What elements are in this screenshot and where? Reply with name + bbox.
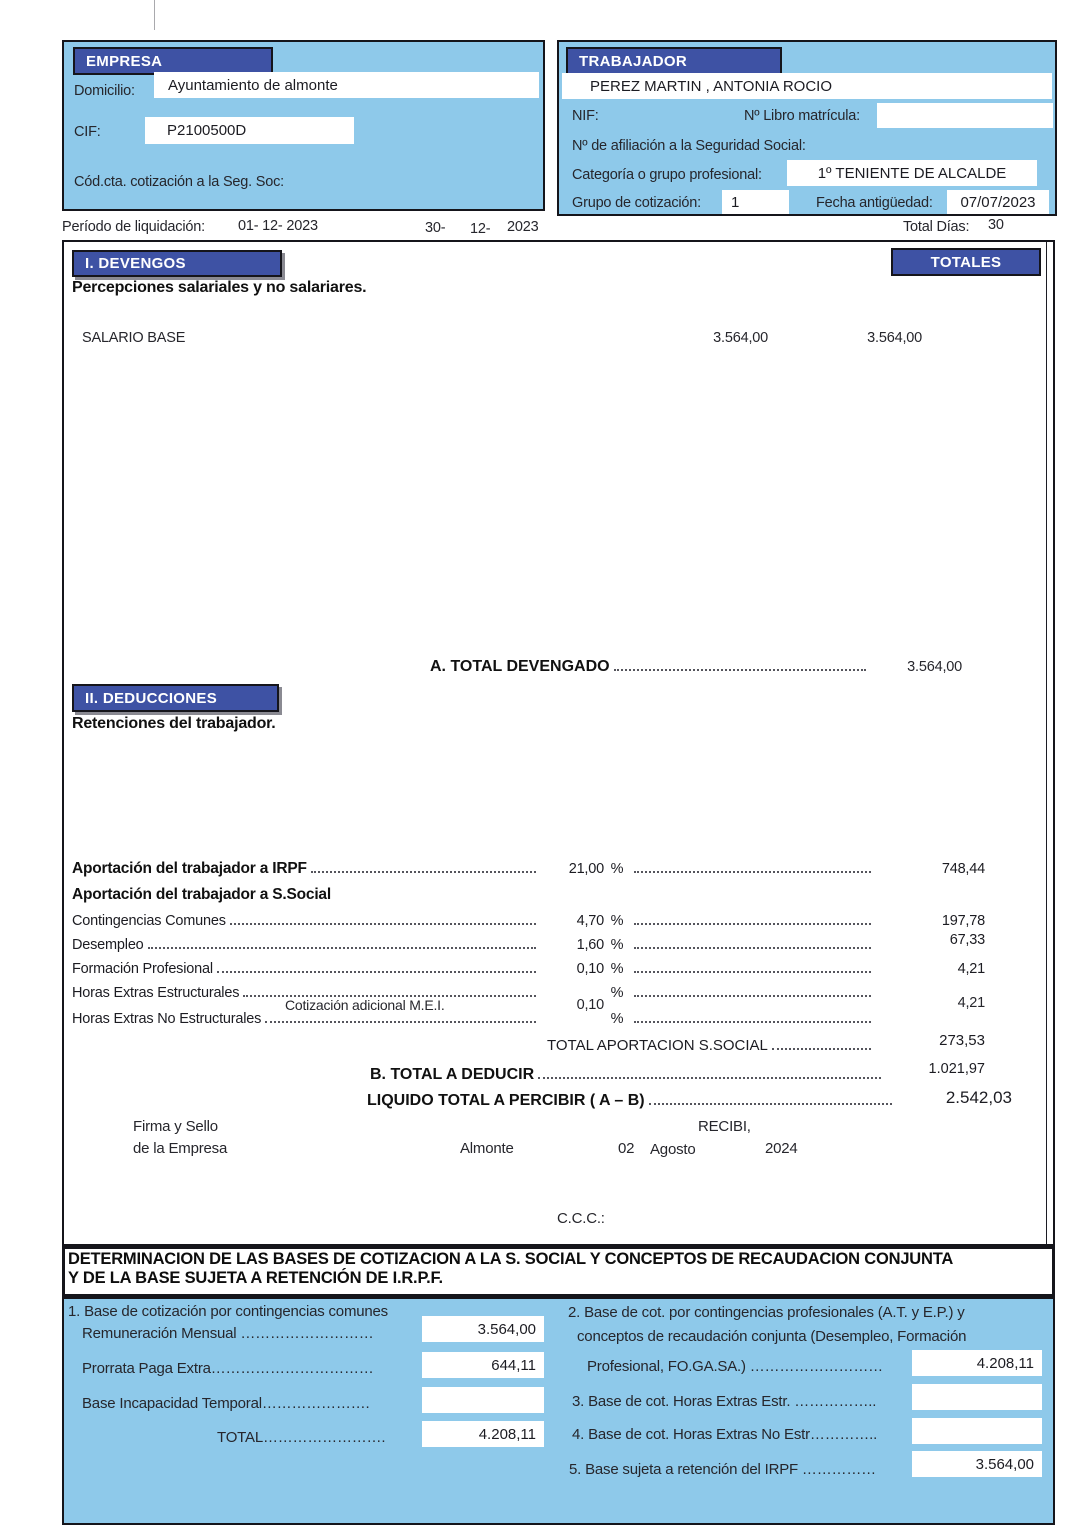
deduction-amount: 67,33 bbox=[949, 932, 985, 949]
page-crease-mark bbox=[154, 0, 155, 30]
dia-value: 02 bbox=[618, 1140, 635, 1157]
percent-sign: % bbox=[610, 985, 624, 1002]
determinacion-line2: Y DE LA BASE SUJETA A RETENCIÓN DE I.R.P.F. bbox=[68, 1269, 443, 1287]
periodo-fin-mes: 12- bbox=[470, 221, 491, 237]
mei-amount: 4,21 bbox=[957, 995, 985, 1011]
dotted-leader bbox=[148, 937, 536, 949]
deduction-rate: 4,70 bbox=[576, 913, 604, 930]
horas-estr-field bbox=[912, 1384, 1042, 1410]
deduction-rate: 0,10 bbox=[576, 961, 604, 978]
deduction-rate: 1,60 bbox=[576, 937, 604, 954]
deduction-label: Desempleo bbox=[72, 937, 144, 954]
mei-label: Cotización adicional M.E.I. bbox=[285, 997, 445, 1013]
recibi-label: RECIBI, bbox=[698, 1118, 751, 1135]
devengos-header-label: I. DEVENGOS bbox=[85, 255, 186, 272]
total-dias-value: 30 bbox=[988, 217, 1004, 233]
dotted-leader bbox=[614, 659, 866, 671]
remuneracion-field bbox=[422, 1316, 544, 1342]
total-devengado-value: 3.564,00 bbox=[907, 659, 962, 675]
libro-matricula-field bbox=[877, 103, 1053, 128]
devengos-subtitle: Percepciones salariales y no salariares. bbox=[72, 279, 367, 296]
cif-field bbox=[145, 117, 354, 144]
liquido-row bbox=[367, 1090, 1012, 1110]
salario-base-label: SALARIO BASE bbox=[82, 330, 186, 346]
total-devengado-row bbox=[430, 658, 962, 676]
dotted-leader bbox=[538, 1067, 881, 1079]
base-irpf-label: 5. Base sujeta a retención del IRPF …………… bbox=[569, 1461, 876, 1478]
total-ss-value: 273,53 bbox=[939, 1032, 985, 1049]
profesional-field bbox=[912, 1350, 1042, 1376]
categoria-value: 1º TENIENTE DE ALCALDE bbox=[817, 164, 1007, 182]
dotted-leader bbox=[265, 1011, 536, 1023]
total-ss-label: TOTAL APORTACION S.SOCIAL bbox=[547, 1037, 768, 1054]
dotted-leader bbox=[772, 1038, 871, 1051]
bases-panel bbox=[62, 1297, 1055, 1525]
dotted-leader bbox=[311, 861, 536, 873]
deducciones-header bbox=[72, 684, 279, 712]
horas-estr-label: 3. Base de cot. Horas Extras Estr. …………….. bbox=[572, 1393, 877, 1410]
deduction-label: Formación Profesional bbox=[72, 961, 213, 978]
antiguedad-field bbox=[947, 190, 1049, 214]
base-cp-title-line1: 2. Base de cot. por contingencias profesionales (A.T. y E.P.) y bbox=[568, 1304, 965, 1321]
cuenta-cotizacion-label: Cód.cta. cotización a la Seg. Soc: bbox=[74, 174, 285, 190]
percent-sign: % bbox=[610, 961, 624, 978]
deduction-row bbox=[72, 913, 985, 929]
libro-matricula-label: Nº Libro matrícula: bbox=[744, 108, 860, 124]
prorrata-field bbox=[422, 1352, 544, 1378]
dotted-leader bbox=[634, 913, 871, 925]
liquido-label: LIQUIDO TOTAL A PERCIBIR ( A – B) bbox=[367, 1092, 645, 1109]
ano-value: 2024 bbox=[765, 1140, 798, 1157]
domicilio-value: Ayuntamiento de almonte bbox=[168, 76, 338, 94]
grupo-cotizacion-field bbox=[722, 190, 789, 214]
base-cp-title-line2: conceptos de recaudación conjunta (Desempleo, Formación bbox=[577, 1328, 967, 1345]
incapacidad-field bbox=[422, 1387, 544, 1413]
trabajador-panel bbox=[557, 40, 1057, 216]
irpf-row bbox=[72, 860, 985, 878]
horas-no-estr-field bbox=[912, 1418, 1042, 1444]
antiguedad-label: Fecha antigüedad: bbox=[816, 195, 933, 211]
empresa-header bbox=[73, 47, 273, 75]
deduction-row bbox=[72, 961, 985, 977]
empresa-panel bbox=[62, 40, 545, 211]
deduction-label: Horas Extras No Estructurales bbox=[72, 1011, 262, 1028]
irpf-label: Aportación del trabajador a IRPF bbox=[72, 860, 307, 877]
nombre-field bbox=[562, 73, 1052, 99]
prorrata-label: Prorrata Paga Extra…………………………… bbox=[82, 1360, 374, 1377]
categoria-field bbox=[787, 160, 1037, 186]
firma-line2: de la Empresa bbox=[133, 1140, 228, 1157]
nombre-value: PEREZ MARTIN , ANTONIA ROCIO bbox=[590, 77, 832, 95]
dotted-leader bbox=[634, 985, 871, 997]
base-irpf-value: 3.564,00 bbox=[975, 1455, 1034, 1473]
horas-no-estr-label: 4. Base de cot. Horas Extras No Estr………….. bbox=[572, 1426, 878, 1443]
deduction-row bbox=[72, 985, 985, 1001]
deduction-label: Horas Extras Estructurales bbox=[72, 985, 240, 1002]
profesional-label: Profesional, FO.GA.SA.) ……………………… bbox=[587, 1358, 883, 1375]
base-total-label: TOTAL……………………. bbox=[217, 1429, 386, 1446]
irpf-rate: 21,00 bbox=[568, 861, 604, 877]
prorrata-value: 644,11 bbox=[491, 1356, 536, 1374]
trabajador-header-label: TRABAJADOR bbox=[579, 52, 687, 70]
trabajador-header bbox=[566, 47, 782, 75]
total-ss-row bbox=[547, 1032, 985, 1054]
domicilio-field bbox=[154, 72, 539, 98]
devengos-header bbox=[72, 250, 282, 277]
dotted-leader bbox=[634, 961, 871, 973]
total-deducir-label: B. TOTAL A DEDUCIR bbox=[370, 1066, 535, 1083]
incapacidad-label: Base Incapacidad Temporal…………………. bbox=[82, 1395, 370, 1412]
deduction-row bbox=[72, 1011, 985, 1027]
determinacion-line1: DETERMINACION DE LAS BASES DE COTIZACION A LA S. SOCIAL Y CONCEPTOS DE RECAUDACION CONJUNTA bbox=[68, 1250, 954, 1268]
dotted-leader bbox=[634, 1011, 871, 1023]
mei-rate: 0,10 bbox=[576, 997, 604, 1013]
remuneracion-label: Remuneración Mensual ……………………… bbox=[82, 1325, 374, 1342]
totales-column-line bbox=[1046, 242, 1047, 1244]
percent-sign: % bbox=[610, 937, 624, 954]
firma-line1: Firma y Sello bbox=[133, 1118, 218, 1135]
deducciones-subtitle: Retenciones del trabajador. bbox=[72, 715, 276, 732]
base-total-field bbox=[422, 1421, 544, 1447]
deduction-label: Contingencias Comunes bbox=[72, 913, 226, 930]
remuneracion-value: 3.564,00 bbox=[477, 1320, 536, 1338]
periodo-fin-dia: 30- bbox=[425, 220, 446, 236]
dotted-leader bbox=[649, 1093, 892, 1105]
profesional-value: 4.208,11 bbox=[976, 1354, 1034, 1372]
irpf-percent-sign: % bbox=[610, 861, 624, 877]
domicilio-label: Domicilio: bbox=[74, 83, 135, 99]
dotted-leader bbox=[230, 913, 536, 925]
periodo-label: Período de liquidación: bbox=[62, 219, 205, 235]
totales-header bbox=[891, 248, 1041, 276]
dotted-leader bbox=[634, 861, 871, 873]
grupo-cotizacion-value: 1 bbox=[731, 193, 740, 211]
antiguedad-value: 07/07/2023 bbox=[960, 193, 1036, 211]
periodo-fin-ano: 2023 bbox=[507, 219, 539, 235]
dotted-leader bbox=[217, 961, 536, 973]
base-cc-title: 1. Base de cotización por contingencias comunes bbox=[68, 1303, 388, 1320]
deduction-row bbox=[72, 932, 985, 954]
percent-sign: % bbox=[610, 913, 624, 930]
base-total-value: 4.208,11 bbox=[478, 1425, 536, 1443]
total-devengado-label: A. TOTAL DEVENGADO bbox=[430, 658, 610, 675]
totales-header-label: TOTALES bbox=[930, 253, 1002, 271]
total-deducir-row bbox=[370, 1061, 985, 1084]
deduction-amount: 197,78 bbox=[941, 913, 985, 930]
mes-value: Agosto bbox=[650, 1141, 696, 1158]
categoria-label: Categoría o grupo profesional: bbox=[572, 167, 762, 183]
ccc-label: C.C.C.: bbox=[557, 1210, 605, 1227]
afiliacion-label: Nº de afiliación a la Seguridad Social: bbox=[572, 138, 806, 154]
total-dias-label: Total Días: bbox=[903, 219, 970, 235]
empresa-header-label: EMPRESA bbox=[86, 52, 163, 70]
nif-label: NIF: bbox=[572, 108, 599, 124]
percent-sign: % bbox=[610, 1011, 624, 1028]
deducciones-header-label: II. DEDUCCIONES bbox=[85, 689, 218, 707]
total-deducir-value: 1.021,97 bbox=[928, 1061, 985, 1077]
cif-label: CIF: bbox=[74, 124, 101, 140]
deduction-amount: 4,21 bbox=[957, 961, 985, 978]
dotted-leader bbox=[243, 985, 536, 997]
salario-base-importe: 3.564,00 bbox=[713, 330, 768, 346]
liquido-value: 2.542,03 bbox=[945, 1088, 1012, 1107]
ss-section-label: Aportación del trabajador a S.Social bbox=[72, 886, 331, 903]
irpf-amount: 748,44 bbox=[941, 861, 985, 877]
lugar-value: Almonte bbox=[460, 1140, 514, 1157]
salario-base-total: 3.564,00 bbox=[867, 330, 922, 346]
periodo-inicio: 01- 12- 2023 bbox=[238, 218, 318, 234]
cif-value: P2100500D bbox=[167, 122, 247, 139]
dotted-leader bbox=[634, 937, 871, 949]
determinacion-box bbox=[62, 1246, 1055, 1297]
grupo-cotizacion-label: Grupo de cotización: bbox=[572, 195, 701, 211]
base-irpf-field bbox=[912, 1451, 1042, 1477]
